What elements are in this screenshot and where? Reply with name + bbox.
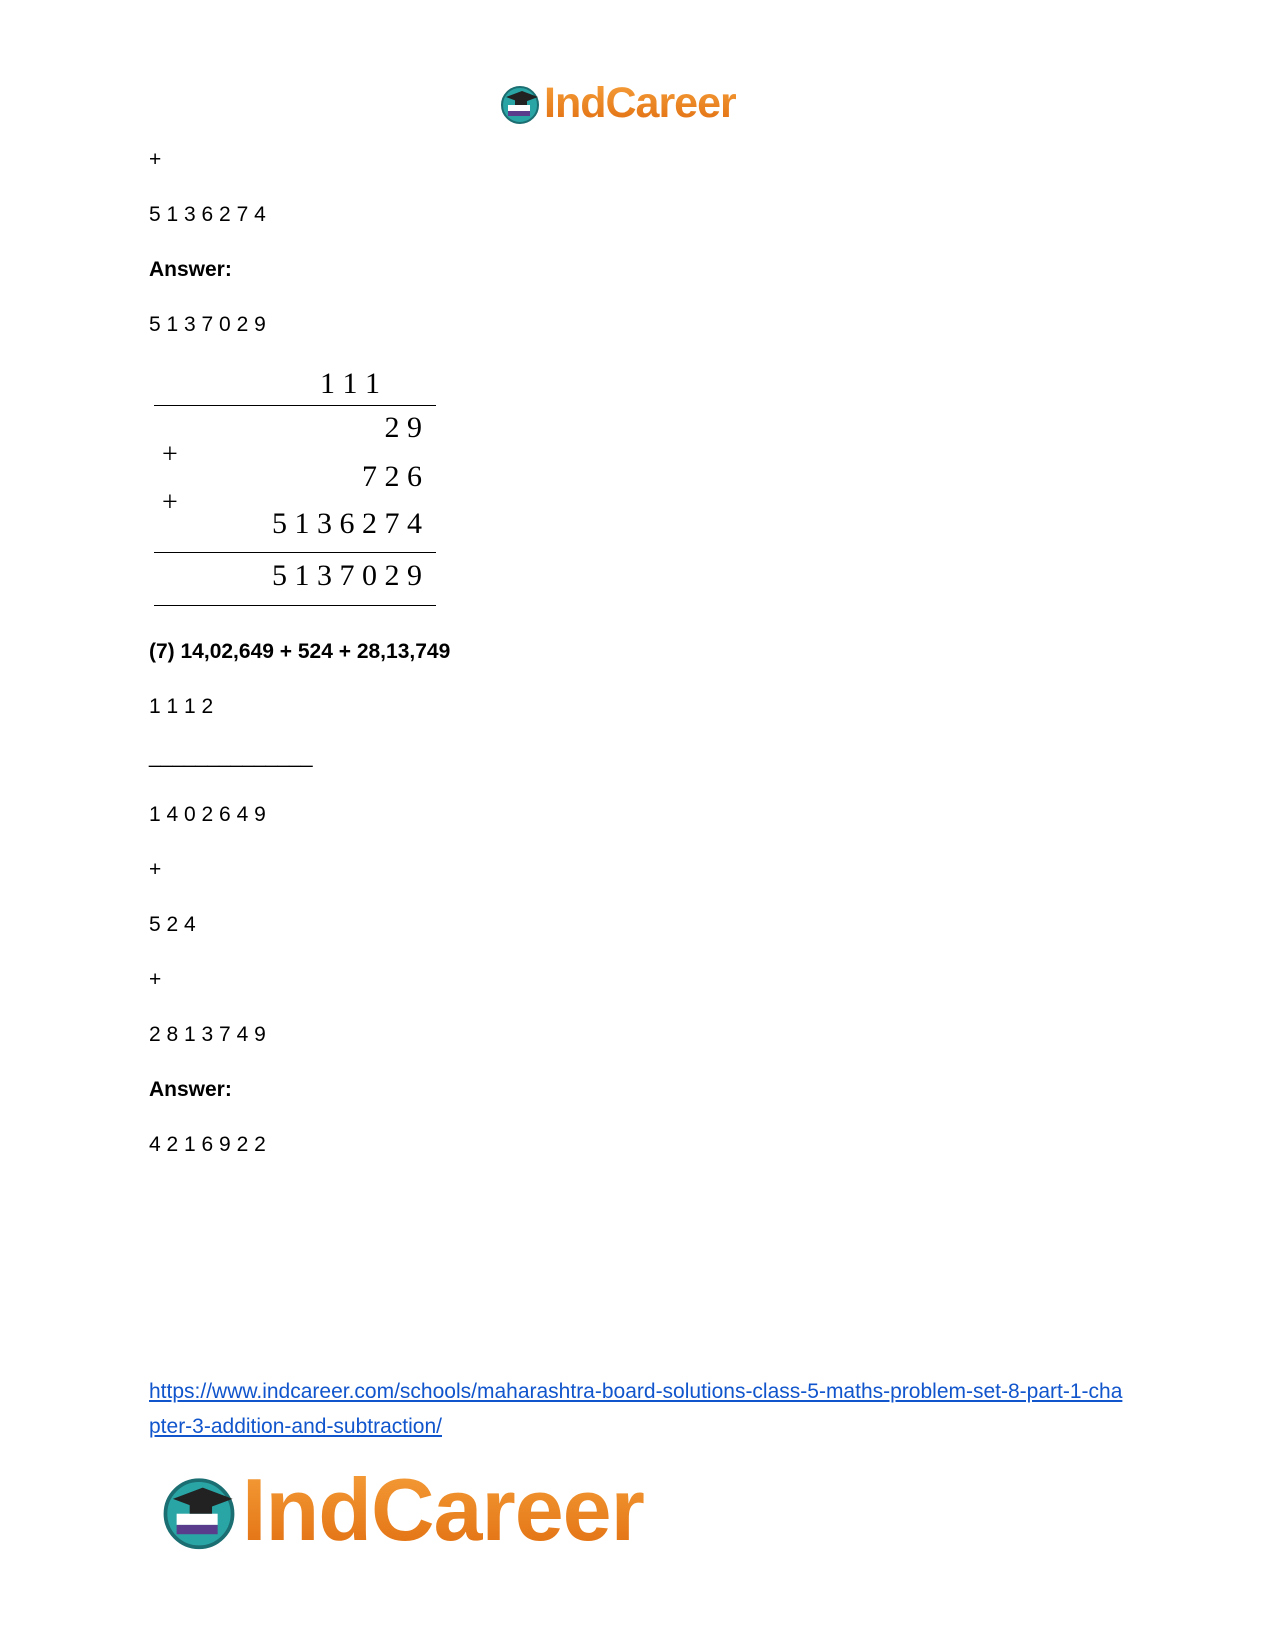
addend-line-1: 1 4 0 2 6 4 9 xyxy=(149,803,266,826)
answer-value: 5 1 3 7 0 2 9 xyxy=(149,313,266,336)
indcareer-logo-header xyxy=(498,78,736,128)
question-7: (7) 14,02,649 + 524 + 28,13,749 xyxy=(149,640,451,663)
underline: ______________ xyxy=(149,745,313,768)
plus-sign-1: + xyxy=(149,858,162,881)
carry-digits: 1 1 1 xyxy=(320,367,380,400)
rule-bottom xyxy=(154,605,436,606)
addend-line-2: 5 2 4 xyxy=(149,913,196,936)
addend-row-3: 5 1 3 6 2 7 4 xyxy=(272,507,422,540)
plus-sign-2: + xyxy=(149,968,162,991)
plus-sign-a: + xyxy=(162,439,178,470)
carry-line: 1 1 1 2 xyxy=(149,695,214,718)
plus-sign-b: + xyxy=(162,487,178,518)
addend-line: 5 1 3 6 2 7 4 xyxy=(149,203,266,226)
source-link[interactable]: https://www.indcareer.com/schools/maharashtra-board-solutions-class-5-maths-problem-set-8-part-1-chapter-3-addition-and-subtraction/ xyxy=(149,1380,1123,1438)
addition-worked-image xyxy=(150,367,440,611)
addend-row-2: 7 2 6 xyxy=(362,460,422,493)
rule-top xyxy=(154,405,436,406)
sum-row: 5 1 3 7 0 2 9 xyxy=(272,559,422,592)
plus-sign: + xyxy=(149,148,162,171)
indcareer-logo-footer xyxy=(158,1460,644,1559)
graduation-globe-icon xyxy=(498,81,542,125)
addend-row-1: 2 9 xyxy=(384,411,422,444)
logo-wordmark: IndCareer xyxy=(242,1460,644,1559)
addend-line-3: 2 8 1 3 7 4 9 xyxy=(149,1023,266,1046)
answer-value-2: 4 2 1 6 9 2 2 xyxy=(149,1133,266,1156)
graduation-globe-icon xyxy=(158,1469,240,1551)
answer-label-2: Answer: xyxy=(149,1078,232,1101)
rule-middle xyxy=(154,552,436,553)
logo-wordmark: IndCareer xyxy=(544,78,736,127)
answer-label: Answer: xyxy=(149,258,232,281)
